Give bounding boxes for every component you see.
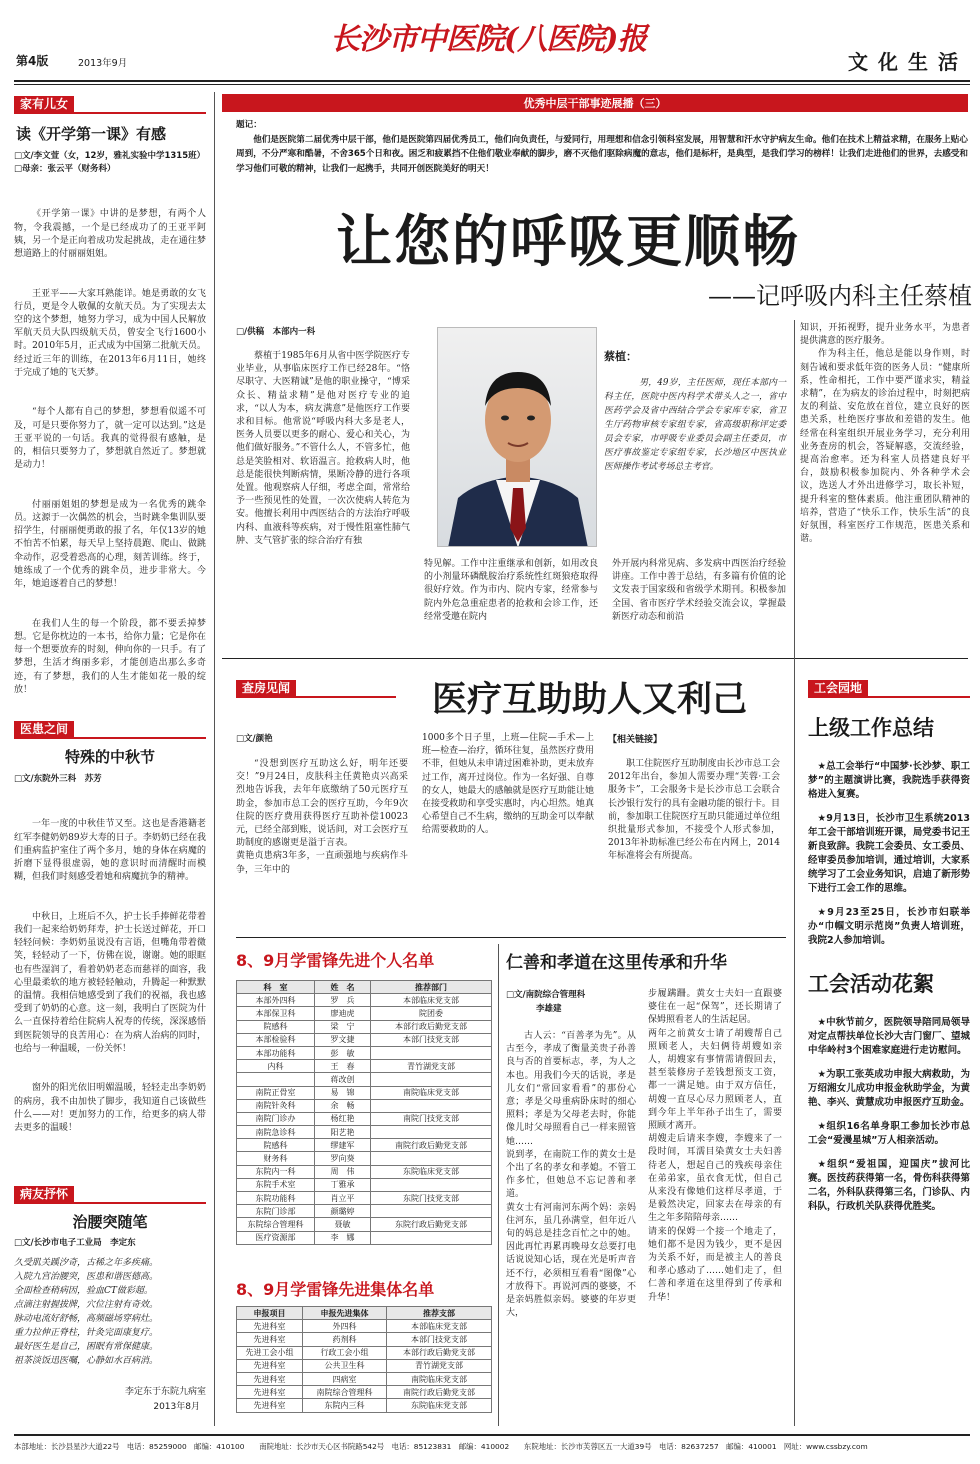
- table-cell: [371, 1205, 492, 1218]
- paragraph: 在我们人生的每一个阶段，都不要丢掉梦想。它是你枕边的一本书，给你力量；它是你在每一个想要放弃的时刻，伸向你的一只手。有了梦想，生活才绚丽多彩，才能创造出那么多奇迹，有了梦想，我们的人生才能如花一般的绽放！: [14, 618, 206, 695]
- union-title-1: 上级工作总结: [808, 716, 934, 740]
- table-cell: 罗文捷: [315, 1033, 371, 1046]
- filial-col2: 步履蹒跚。黄女士夫妇一直跟婆婆住在一起“保驾”，还长期请了保姆照看老人的生活起居。 两年之前黄女士请了胡嫂帮自己照顾老人，夫妇俩待胡嫂如亲人，胡嫂家有事情需请假回去，甚至装修房子差钱想预支工资，都一一满足她。由于双方信任，胡嫂一直尽心尽力照顾老人，直到今年上半年孙子出生了，需要照顾才离开。 胡嫂走后请来李嫂，李嫂来了一段时间，耳濡目染黄女士夫妇善待老人，想起自己的残疾母亲住在弟弟家，虽衣食无忧，但自己从来没有像她们这样尽孝道，于是毅然决定，回家去在母亲的有生之年多陪陪母亲…… 请来的保姆一个接一个地走了，她们都不是因为钱少，更不是因为关系不好，而是被主人的善良和孝心感动了……她们走了，但仁善和孝道在这里得到了传承和升华！: [648, 989, 782, 1303]
- mutual-col3: 职工住院医疗互助制度由长沙市总工会2012年出台，参加人需要办理“芙蓉·工会服务卡”，工会服务卡是长沙市总工会联合长沙银行发行的具有金融功能的银行卡。目前，参加职工住院医疗互助只能通过单位组织批量形式参加，不接受个人形式参加，2013年补助标准已经公布在内网上，2014年标准将会有所提高。: [608, 759, 780, 862]
- table-cell: 医疗资源部: [237, 1231, 315, 1244]
- poem-tag: 病友抒怀: [14, 1186, 74, 1202]
- table-cell: 杨红艳: [315, 1112, 371, 1125]
- table-row: [237, 1320, 492, 1333]
- feature-col1: 蔡植于1985年6月从省中医学院医疗专业毕业，从事临床医疗工作已经28年。“恪尽职守、大医精诚”是他的职业操守，“博采众长、精益求精”是他对医疗专业的追求，“以人为本，病友满意”是他医疗工作要求和目标。他常说“呼吸内科大多是老人，医务人员要以更多的耐心、爱心和关心，为他们做好服务。”不管什么人，不管多忙，他总是笑脸相对、软语温言。抢救病人时，他总是能很快判断病情，果断冷静的进行各项处置。他观察病人仔细，考虑全面，常常给予一些预见性的处置，一次次使病人转危为安。他擅长利用中西医结合的方法治疗呼吸内科、血液科等疾病，对于慢性阻塞性肺气肿、支气管扩张的综合治疗有独: [236, 351, 410, 546]
- table-cell: 院感科: [237, 1139, 315, 1152]
- table-cell: 本部保卫科: [237, 1007, 315, 1020]
- union-header: [808, 677, 970, 698]
- table-cell: 本部临床党支部: [387, 1320, 492, 1333]
- table-cell: 聂敏: [315, 1218, 371, 1231]
- masthead: 长沙市中医院(八医院)报: [330, 22, 647, 57]
- table-cell: 东院手术室: [237, 1178, 315, 1191]
- table-row: [237, 1333, 492, 1346]
- individual-table: [236, 980, 492, 1245]
- profile-text: 男，49岁，主任医师，现任本部内一科主任，医院中医内科学术带头人之一，省中医药学会及省中西结合学会专家库专家，省卫生厅药物审核专家组专家，省高级职称评定委员会专家，市呼吸专业委员会副主任委员，市医疗事故鉴定专家组专家，长沙地区中医执业医师操作考试考场总主考官。: [604, 378, 786, 472]
- mutual-col1: “没想到医疗互助这么好，明年还要交！”9月24日，皮肤科主任黄艳贞兴高采烈地告诉我，去年年底缴纳了50元医疗互助金，参加市总工会的医疗互助，今年9次住院的医疗费用获得医疗互助补偿10023元，已经全部到账，说话间，对工会医疗互助制度的感谢更是溢于言表。 黄艳贞患病3年多，一直顽强地与疾病作斗争，三年中的: [236, 759, 408, 875]
- filial-col1: 古人云：“百善孝为先”。从古至今，孝成了衡量美贵子孙善良与否的首要标志，孝，为人之本也。用我们今天的话说，孝是儿女们“常回家看看”的那份心意；孝是父母重病卧床时的细心照料；孝是为父母老去时，你能像儿时父母照看自己一样来照管她…… 说到孝，在南院工作的黄女士是个出了名的孝女和孝媳。不管工作多忙，但她总不忘记善和孝道。 黄女士有河南河东两个妈：亲妈住河东，虽几孙满堂，但年近八旬的妈总是挂念百忙之中的她。因此再忙再累再晚母女总要打电话说说知心话，现在光是听声音还不行，必须相互看看“图像”心才放得下。再说河西的婆婆，不是亲妈胜似亲妈。婆婆的年岁更大，: [506, 1031, 636, 1319]
- table-row: [237, 1099, 492, 1112]
- table-cell: 本部临床党支部: [371, 994, 492, 1007]
- table-row: [237, 1060, 492, 1073]
- table-cell: 南院临床党支部: [387, 1372, 492, 1385]
- individual-list: [236, 980, 492, 1245]
- page-number: 第4版: [16, 54, 49, 68]
- mutual-link-label: 【相关链接】: [608, 735, 663, 745]
- poem-line: 最好医生是自己，困眠有常保健康。: [14, 1342, 159, 1352]
- header-rule-thin: [14, 84, 970, 85]
- table-row: [237, 1205, 492, 1218]
- table-cell: 东院内三科: [303, 1399, 387, 1412]
- lists-divider: [498, 944, 499, 1426]
- paragraph: “每个人都有自己的梦想，梦想看似遥不可及，可是只要你努力了，就一定可以达到。”这是王亚平说的一句话。我真的觉得很有感触，是的，相信只要努力了，梦想就自然近了。梦想就是动力！: [14, 407, 206, 471]
- table-cell: 本部门技党支部: [371, 1033, 492, 1046]
- table-cell: 四病室: [303, 1372, 387, 1385]
- poem-section: [14, 1183, 206, 1412]
- table-row: [237, 1112, 492, 1125]
- table-row: [237, 1007, 492, 1020]
- patient-tag: 医患之间: [14, 721, 74, 737]
- table-cell: 院团委: [371, 1007, 492, 1020]
- union-title-2: 工会活动花絮: [808, 972, 934, 996]
- table-cell: 本部行政后勤党支部: [387, 1346, 492, 1359]
- family-tag: 家有儿女: [14, 96, 74, 112]
- table-cell: 东院门技党支部: [371, 1192, 492, 1205]
- table-cell: 药剂科: [303, 1333, 387, 1346]
- feature-banner-label: 优秀中层干部事迹展播（三）: [523, 97, 667, 110]
- table-cell: 本部门技党支部: [387, 1333, 492, 1346]
- table-cell: 南院门技党支部: [371, 1112, 492, 1125]
- table-header-cell: 申报项目: [237, 1307, 303, 1320]
- table-cell: 青竹湖党支部: [371, 1060, 492, 1073]
- table-row: [237, 1073, 492, 1086]
- paragraph: 付丽丽姐姐的梦想是成为一名优秀的跳伞员。这源于一次偶然的机会，当时跳伞集训队要招学生，付丽丽便勇敢的报了名，年仅13岁的她不怕苦不怕累，每天早上坚持晨跑、爬山、做跳伞动作，忍受着恐高的心理，刻苦训练。终于，她练成了一个优秀的跳伞员，进步非常大。今年，她追逐着自己的梦想！: [14, 499, 206, 590]
- feature-headline: 让您的呼吸更顺畅: [336, 210, 800, 275]
- filial-headline: 仁善和孝道在这里传承和升华: [506, 953, 727, 973]
- poem-signature: 李定东于东院九病室: [124, 1387, 206, 1397]
- table-row: [237, 1346, 492, 1359]
- table-cell: [371, 1126, 492, 1139]
- table-cell: 阳艺艳: [315, 1126, 371, 1139]
- table-header-cell: 推荐部门: [371, 981, 492, 994]
- table-row: [237, 1086, 492, 1099]
- union-item: ★为职工张英成功申报大病救助，为万绍湘女儿成功申报金秋助学金，为黄艳、李兴、黄慧成功申报医疗互助金。: [808, 1069, 970, 1108]
- table-cell: 东院临床党支部: [387, 1399, 492, 1412]
- table-header-cell: 推荐支部: [387, 1307, 492, 1320]
- paragraph: 窗外的阳光依旧明媚温暖，轻轻走出李奶奶的病房，我不由加快了脚步，我知道自己该做些什么——对！更加努力的工作，给更多的病人带去更多的温暖！: [14, 1083, 206, 1134]
- feature-col4-lead: 知识，开拓视野，提升业务水平，为患者提供满意的医疗服务。: [800, 323, 970, 347]
- union-section: [808, 677, 970, 1224]
- table-cell: 南院行政后勤党支部: [387, 1386, 492, 1399]
- table-cell: 彭 敏: [315, 1046, 371, 1059]
- table-cell: 先进科室: [237, 1320, 303, 1333]
- table-row: [237, 1386, 492, 1399]
- table-cell: 南院综合管理科: [303, 1386, 387, 1399]
- union-item: ★总工会举行“中国梦·长沙梦、职工梦”的主题演讲比赛，我院选手获得资格进入复赛。: [808, 761, 970, 800]
- family-title: 读《开学第一课》有感: [16, 125, 167, 143]
- mutual-tag: 查房见闻: [236, 680, 296, 696]
- table-cell: 行政工会小组: [303, 1346, 387, 1359]
- table-row: [237, 1218, 492, 1231]
- table-row: [237, 1152, 492, 1165]
- union-item: ★组织“爱祖国，迎国庆”拔河比赛。医技药获得第一名，骨伤科获得第二名，外科队获得第三名，门诊队、内科队，行政机关队获得优胜奖。: [808, 1159, 970, 1212]
- table-header-row: [237, 1307, 492, 1320]
- table-cell: 青竹湖党支部: [387, 1359, 492, 1372]
- filial-byline: [506, 988, 636, 1016]
- patient-header: [14, 718, 206, 739]
- table-cell: 王 春: [315, 1060, 371, 1073]
- feature-col4: [800, 322, 970, 618]
- table-cell: [237, 1073, 315, 1086]
- intro-text: 他们是医院第二届优秀中层干部，他们是医院第四届优秀员工，他们向负责任，与爱同行，用理想和信念引领科室发展，用智慧和汗水守护病友生命。他们在技术上精益求精，在服务上贴心周到，不分严寒和酷暑，不舍365个日和夜。困乏和疲累挡不住他们敬业奉献的脚步，磨不灭他们驱除病魔的意志，他们是标杆，是典型，是我们学习的榜样！让我们走进他们的世界，去感受和学习他们可敬的精神，让我们一起携手，共同开创医院美好的明天！: [236, 134, 968, 174]
- table-cell: 南院急诊科: [237, 1126, 315, 1139]
- union-item: ★9月23至25日，长沙市妇联举办“巾帼文明示范岗”负责人培训班，我院2人参加培训。: [808, 907, 970, 946]
- union-item: ★组织16名单身职工参加长沙市总工会“爱漫星城”万人相亲活动。: [808, 1121, 970, 1146]
- intro-label: 题记：: [236, 120, 262, 130]
- paragraph: 一年一度的中秋佳节又至。这也是香港籍老红军李健奶奶89岁大寿的日子。李奶奶已经在我们重病监护室住了两个多月，她的身体在病魔的折磨下显得很虚弱，她的意识时而清醒时而模糊，但我们时刻感受着她和病魔抗争的精神。: [14, 819, 206, 883]
- filial-byline-dept: □文/南院综合管理科: [506, 990, 586, 1000]
- table-cell: 颜璐婷: [315, 1205, 371, 1218]
- table-cell: 外四科: [303, 1320, 387, 1333]
- table-cell: 先进工会小组: [237, 1346, 303, 1359]
- table-row: [237, 1046, 492, 1059]
- table-row: [237, 1020, 492, 1033]
- table-cell: 李 娜: [315, 1231, 371, 1244]
- poem-line: 全面检查稍病因，验血CT做彩超。: [14, 1286, 153, 1296]
- paragraph: 中秋日，上班后不久，护士长手捧鲜花带着我们一起来给奶奶拜寿，护士长送过鲜花，开口轻轻问候：李奶奶虽说没有言语，但嘴角带着微笑，轻轻动了一下，仿佛在说，谢谢。她的眼眶也有些湿润了，看着奶奶老态而慈祥的面容，我心里最柔软的地方被轻轻触动，升腾起一种默默的温情。我相信她感受到了我们的祝福，我也感受到了奶奶的心意。这一刻，我明白了医院为什么一直保持着给住院病人祝寿的传统，深深感悟到医院领导的良苦用心：在为病人治病的同时，也给与一种温暖，一份关怀！: [14, 911, 206, 1054]
- family-byline-mother: □母亲：张云平（财务科）: [14, 164, 116, 174]
- collective-list-title: 8、9月学雷锋先进集体名单: [236, 1280, 435, 1299]
- table-cell: 南院针灸科: [237, 1099, 315, 1112]
- table-cell: 罗 兵: [315, 994, 371, 1007]
- table-header-row: [237, 981, 492, 994]
- union-tag: 工会园地: [808, 680, 868, 696]
- table-cell: 东院临床党支部: [371, 1165, 492, 1178]
- table-row: [237, 1033, 492, 1046]
- table-cell: 南院行政后勤党支部: [371, 1139, 492, 1152]
- table-row: [237, 1359, 492, 1372]
- filial-byline-author: 李雄建: [536, 1004, 562, 1014]
- feature-byline: □/供稿 本部内一科: [236, 327, 316, 337]
- table-cell: 先进科室: [237, 1333, 303, 1346]
- family-body: [14, 182, 206, 700]
- mutual-section-header: [236, 677, 396, 698]
- table-cell: [371, 1073, 492, 1086]
- poem-line: 祖茶淡饭迅医嘱，心静如水百病消。: [14, 1356, 159, 1366]
- collective-table: [236, 1306, 492, 1413]
- table-cell: [371, 1046, 492, 1059]
- table-cell: 周 伟: [315, 1165, 371, 1178]
- table-cell: 先进科室: [237, 1372, 303, 1385]
- mutual-headline: 医疗互助助人又利己: [432, 680, 748, 720]
- paragraph: 《开学第一课》中讲的是梦想，有两个人物，令我震撼，一个是已经成功了的王亚平阿姨，另一个是正向着成功发起挑战，走在通往梦想道路上的付丽丽姐姐。: [14, 209, 206, 260]
- right-column-divider: [794, 320, 795, 1426]
- poem-date: 2013年8月: [153, 1402, 200, 1412]
- patient-section: [14, 718, 206, 1184]
- table-cell: 公共卫生科: [303, 1359, 387, 1372]
- patient-title: 特殊的中秋节: [64, 748, 155, 766]
- poem-line: 脉动电流好舒畅，高频磁场穿病灶。: [14, 1314, 159, 1324]
- patient-body: [14, 792, 206, 1184]
- patient-byline: □文/东院外三科 苏芳: [14, 774, 102, 784]
- poem-line: 入院九宫治腰突，医患和谐医德高。: [14, 1272, 159, 1282]
- table-cell: [371, 1231, 492, 1244]
- table-cell: 东院门诊部: [237, 1205, 315, 1218]
- table-row: [237, 1231, 492, 1244]
- union-item: ★中秋节前夕，医院领导陪同局领导对定点帮扶单位长沙大吉门窗厂、望城中华岭村3个困难家庭进行走访慰问。: [808, 1017, 970, 1056]
- feature-subhead: ——记呼吸内科主任蔡植: [708, 282, 972, 310]
- table-cell: [371, 1178, 492, 1191]
- table-cell: 先进科室: [237, 1386, 303, 1399]
- table-cell: 本部检验科: [237, 1033, 315, 1046]
- feature-col3: 外开展内科常见病、多发病中西医治疗经验讲座。工作中善于总结，有多篇有价值的论文发表于国家级和省级学术期刊。积极参加全国、省市医疗学术经验交流会议，掌握最新医疗动态和前沿: [612, 559, 786, 622]
- table-cell: 余 畅: [315, 1099, 371, 1112]
- profile-box: [604, 348, 786, 474]
- feature-col2: 特见解。工作中注重继承和创新，如用改良的小剂量环磷酰胺治疗系统性红斑狼疮取得很好疗效。作为市内、院内专家，经常参与院内外危急重症患者的抢救和会诊工作，还经常受邀在院内: [424, 559, 598, 622]
- table-row: [237, 1399, 492, 1412]
- footer-address: 本部地址：长沙县星沙大道22号 电话：85259000 邮编：410100 南院地址：长沙市天心区书院路542号 电话：85123831 邮编：410002 东院地址：长沙市芙蓉区五一大道39号 电话：82637257 邮编：410001 网址：www.cssbzy.com: [14, 1442, 868, 1451]
- table-row: [237, 1372, 492, 1385]
- table-row: [237, 1165, 492, 1178]
- table-row: [237, 1139, 492, 1152]
- poem-header: [14, 1183, 206, 1204]
- table-cell: 财务科: [237, 1152, 315, 1165]
- table-cell: 院感科: [237, 1020, 315, 1033]
- table-cell: 本部行政后勤党支部: [371, 1020, 492, 1033]
- collective-list: [236, 1306, 492, 1413]
- union-item: ★9月13日，长沙市卫生系统2013年工会干部培训班开课，局党委书记王新良致辞。我院工会委员、女工委员、经审委员参加培训，通过培训，大家系统学习了工会业务知识，启迪了新形势下进行工会工作的思维。: [808, 813, 970, 894]
- table-cell: [371, 1152, 492, 1165]
- mutual-bottom-rule: [236, 937, 786, 938]
- table-cell: 本部外四科: [237, 994, 315, 1007]
- table-cell: 南院正骨室: [237, 1086, 315, 1099]
- table-cell: 先进科室: [237, 1399, 303, 1412]
- doctor-portrait: [437, 327, 597, 547]
- table-row: [237, 1192, 492, 1205]
- feature-bottom-rule: [222, 658, 968, 659]
- doctor-portrait-icon: [438, 328, 597, 547]
- issue-date: 2013年9月: [78, 58, 128, 69]
- column-divider: [214, 92, 215, 1426]
- table-cell: 东院功能科: [237, 1192, 315, 1205]
- poem-title: 治腰突随笔: [72, 1213, 148, 1231]
- header-rule: [14, 80, 970, 82]
- table-cell: 本部功能科: [237, 1046, 315, 1059]
- poem-line: 久受肌关蹊汐奇，古稀之年多疾痛。: [14, 1258, 159, 1268]
- table-cell: 东院综合管理科: [237, 1218, 315, 1231]
- table-cell: 丁雅承: [315, 1178, 371, 1191]
- footer-rule: [14, 1434, 970, 1436]
- table-cell: 易 锦: [315, 1086, 371, 1099]
- table-cell: 廖迪虎: [315, 1007, 371, 1020]
- table-cell: 肖立平: [315, 1192, 371, 1205]
- poem-line: 重力拉伸正脊柱，针灸完面康复疗。: [14, 1328, 159, 1338]
- table-row: [237, 1126, 492, 1139]
- table-cell: 南院临床党支部: [371, 1086, 492, 1099]
- profile-name: 蔡植：: [604, 350, 637, 363]
- table-cell: 罗向葵: [315, 1152, 371, 1165]
- individual-list-title: 8、9月学雷锋先进个人名单: [236, 951, 435, 970]
- poem-line: 点滴注射握拔牌，穴位注射有奇效。: [14, 1300, 159, 1310]
- table-cell: 东院内一科: [237, 1165, 315, 1178]
- table-header-cell: 姓 名: [315, 981, 371, 994]
- family-byline: □文/李文萱（女，12岁，雅礼实验中学1315班）: [14, 151, 206, 161]
- table-cell: 南院门诊办: [237, 1112, 315, 1125]
- section-name: 文化生活: [848, 50, 968, 74]
- mutual-byline: □文/颜艳: [236, 734, 273, 744]
- mutual-col2: 1000多个日子里，上班—住院—手术—上班—检查—治疗，循环往复，虽然医疗费用不菲，但她从未申请过困难补助，更未放弃过工作，离开过岗位。作为一名好强、自尊的女人，她最大的感触就是医疗互助能让她在接受救助和享受实惠时，内心坦然。她真心希望自己不生病，缴纳的互助金可以奉献给需要救助的人。: [422, 733, 594, 836]
- table-header-cell: 申报先进集体: [303, 1307, 387, 1320]
- poem-byline: □文/长沙市电子工业局 李定东: [14, 1238, 136, 1248]
- table-row: [237, 994, 492, 1007]
- table-cell: 内科: [237, 1060, 315, 1073]
- table-cell: 缪建军: [315, 1139, 371, 1152]
- table-cell: 先进科室: [237, 1359, 303, 1372]
- table-cell: 梁 宁: [315, 1020, 371, 1033]
- table-header-cell: 科 室: [237, 981, 315, 994]
- family-header: [14, 93, 206, 114]
- table-cell: [371, 1099, 492, 1112]
- table-cell: 东院行政后勤党支部: [371, 1218, 492, 1231]
- paragraph: 王亚平——大家耳熟能详。她是勇敢的女飞行员，更是令人敬佩的女航天员。为了实现去太空的这个梦想，她努力学习，成为中国人民解放军航天员大队四级航天员，曾安全飞行1600小时。2010年5月，正式成为中国第二批航天员。经过近三年的训练，在2013年6月11日，她终于完成了她的飞天梦。: [14, 288, 206, 378]
- feature-intro: [236, 118, 968, 176]
- table-row: [237, 1178, 492, 1191]
- feature-col4-body: 作为科主任，他总是能以身作则，时刻告诫和要求低年资的医务人员：“健康所系，性命相托，工作中要严谨求实，精益求精”，在为病友的诊治过程中，时刻把病友的利益、安危放在首位，建立良好的医患关系，杜绝医疗事故和差错的发生。他经常在科室组织开展业务学习，充分利用业务查房的机会，答疑解惑，交流经验，提高治愈率。还为科室人员搭建良好平台，鼓励积极参加院内、外各种学术会议，选送人才外出进修学习，取长补短，提升科室的整体素质。他注重团队精神的培养，营造了“快乐工作，快乐生活”的良好氛围，科室医疗工作规范，医患关系和谐。: [800, 349, 970, 545]
- family-section: [14, 93, 206, 700]
- poem-lines: [14, 1256, 206, 1368]
- table-cell: 蒋改创: [315, 1073, 371, 1086]
